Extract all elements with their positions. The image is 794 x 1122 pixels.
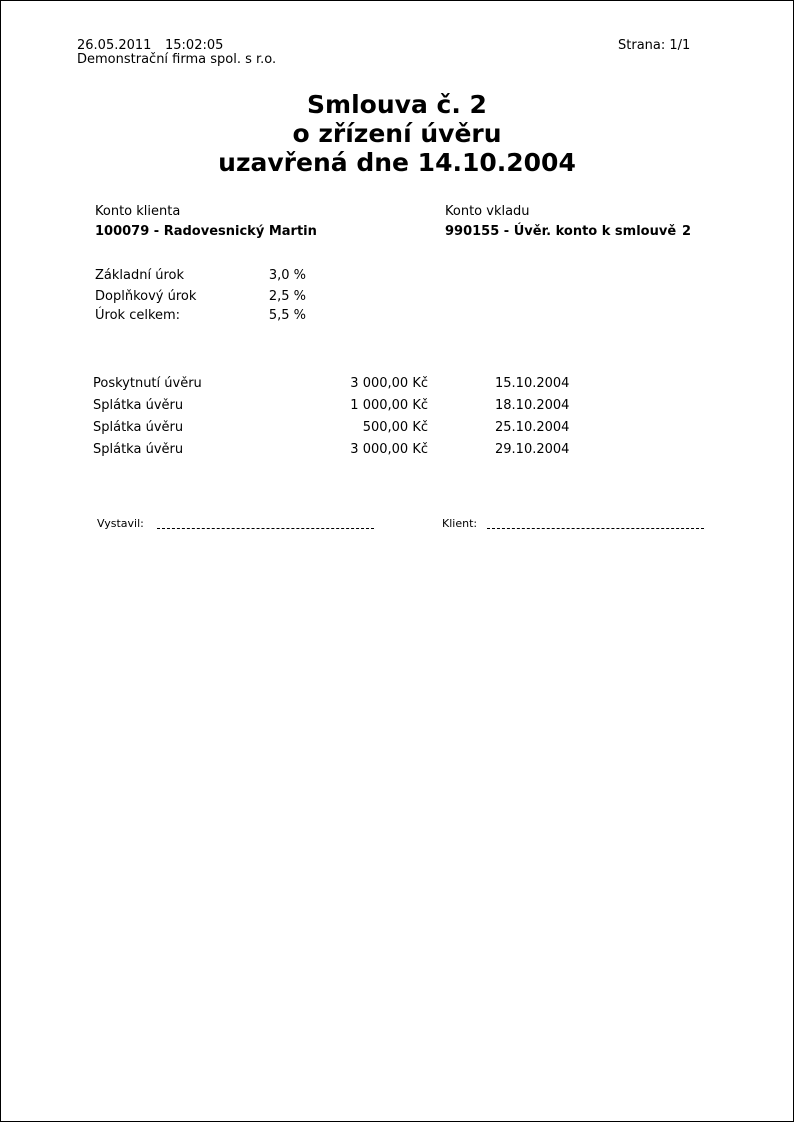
transaction-amount: 1 000,00 Kč: [350, 398, 428, 413]
deposit-account-number: 2: [682, 224, 692, 239]
transaction-amount: 3 000,00 Kč: [350, 376, 428, 391]
rate-value: 3,0 %: [268, 268, 306, 283]
title-line-1: Smlouva č. 2: [307, 90, 487, 119]
title-line-2: o zřízení úvěru: [292, 119, 502, 148]
rate-value: 5,5 %: [268, 308, 306, 323]
client-signature-line: [487, 528, 704, 529]
transaction-type: Splátka úvěru: [93, 442, 184, 457]
transaction-type: Splátka úvěru: [93, 420, 184, 435]
issued-by-label: Vystavil:: [97, 517, 144, 530]
client-account-label: Konto klienta: [95, 204, 181, 219]
deposit-account-value: 990155 - Úvěr. konto k smlouvě: [445, 224, 677, 239]
print-date: 26.05.2011: [77, 38, 152, 53]
client-label: Klient:: [442, 517, 478, 530]
page-number: Strana: 1/1: [618, 38, 691, 53]
transaction-amount: 3 000,00 Kč: [350, 442, 428, 457]
deposit-account-label: Konto vkladu: [445, 204, 530, 219]
rate-label: Doplňkový úrok: [95, 289, 197, 304]
issued-by-signature-line: [157, 528, 374, 529]
transaction-amount: 500,00 Kč: [362, 420, 428, 435]
rate-label: Úrok celkem:: [95, 308, 181, 323]
transaction-type: Splátka úvěru: [93, 398, 184, 413]
company-name: Demonstrační firma spol. s r.o.: [77, 52, 277, 67]
rate-value: 2,5 %: [268, 289, 306, 304]
transaction-date: 15.10.2004: [495, 376, 570, 391]
rate-label: Základní úrok: [95, 268, 184, 283]
transaction-date: 18.10.2004: [495, 398, 570, 413]
contract-title: [1, 90, 793, 177]
title-line-3: uzavřená dne 14.10.2004: [218, 148, 576, 177]
transaction-type: Poskytnutí úvěru: [93, 376, 202, 391]
transaction-date: 29.10.2004: [495, 442, 570, 457]
client-account-value: 100079 - Radovesnický Martin: [95, 224, 317, 239]
transaction-date: 25.10.2004: [495, 420, 570, 435]
print-time: 15:02:05: [165, 38, 224, 53]
